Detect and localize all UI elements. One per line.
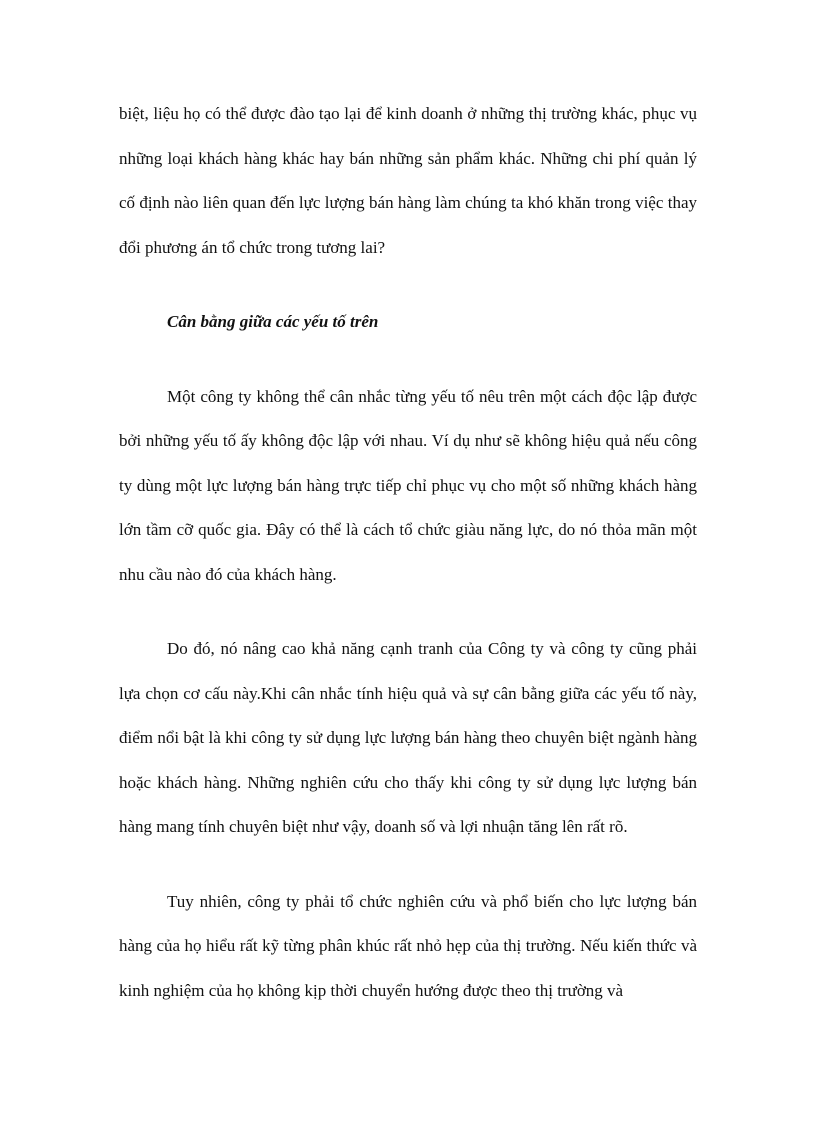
- paragraph-gap: [119, 270, 697, 300]
- section-heading: Cân bằng giữa các yếu tố trên: [167, 312, 379, 331]
- paragraph-gap: [119, 597, 697, 627]
- paragraph-balance: Một công ty không thể cân nhắc từng yếu tố nêu trên một cách độc lập được bởi những yếu tố ấy không độc lập với nhau. Ví dụ như sẽ không hiệu quả nếu công ty dùng một lực lượng bán hàng trực tiếp chỉ phục vụ cho một số những khách hàng lớn tầm cỡ quốc gia. Đây có thể là cách tổ chức giàu năng lực, do nó thỏa mãn một nhu cầu nào đó của khách hàng.: [119, 386, 697, 584]
- paragraph-gap: [119, 345, 697, 375]
- paragraph-competitiveness: Do đó, nó nâng cao khả năng cạnh tranh của Công ty và công ty cũng phải lựa chọn cơ cấu này.Khi cân nhắc tính hiệu quả và sự cân bằng giữa các yếu tố này, điểm nổi bật là khi công ty sử dụng lực lượng bán hàng theo chuyên biệt ngành hàng hoặc khách hàng. Những nghiên cứu cho thấy khi công ty sử dụng lực lượng bán hàng mang tính chuyên biệt như vậy, doanh số và lợi nhuận tăng lên rất rõ.: [119, 639, 697, 836]
- document-page: [119, 92, 697, 1013]
- paragraph-gap: [119, 850, 697, 880]
- paragraph-intro: biệt, liệu họ có thể được đào tạo lại để kinh doanh ở những thị trường khác, phục vụ những loại khách hàng khác hay bán những sản phẩm khác. Những chi phí quản lý cố định nào liên quan đến lực lượng bán hàng làm chúng ta khó khăn trong việc thay đổi phương án tổ chức trong tương lai?: [119, 104, 697, 257]
- paragraph-research: Tuy nhiên, công ty phải tổ chức nghiên cứu và phổ biến cho lực lượng bán hàng của họ hiểu rất kỹ từng phân khúc rất nhỏ hẹp của thị trường. Nếu kiến thức và kinh nghiệm của họ không kịp thời chuyển hướng được theo thị trường và: [119, 891, 697, 1000]
